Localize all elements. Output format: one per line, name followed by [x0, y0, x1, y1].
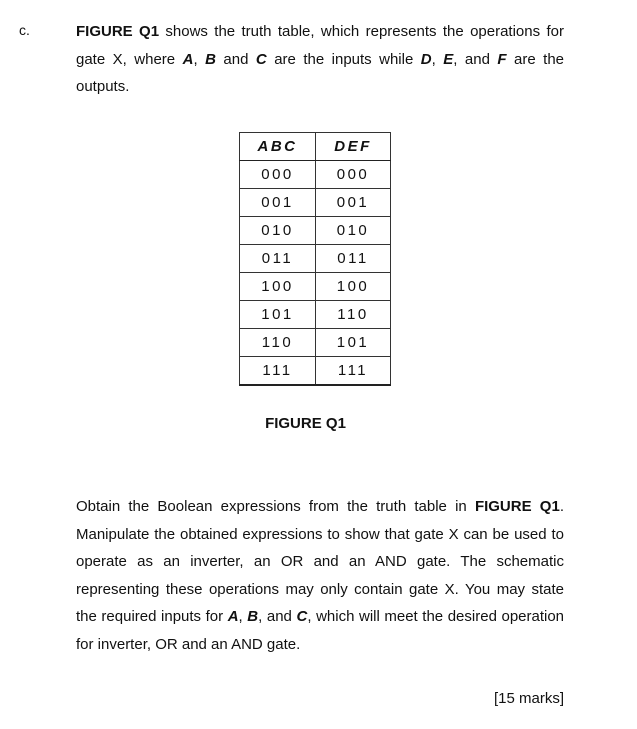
var-e: E — [443, 50, 454, 68]
table-row — [240, 189, 391, 217]
table-cell-outputs: 110 — [316, 301, 391, 329]
table-cell-inputs: 111 — [240, 357, 316, 386]
table-row — [240, 245, 391, 273]
table-row — [240, 273, 391, 301]
table-cell-inputs: 011 — [240, 245, 316, 273]
var-a: A — [182, 50, 194, 68]
table-cell-inputs: 110 — [240, 329, 316, 357]
table-row — [240, 161, 391, 189]
var-a: A — [227, 608, 239, 625]
var-d: D — [420, 50, 432, 68]
table-cell-inputs: 000 — [240, 161, 316, 189]
header-outputs: DEF — [316, 133, 391, 161]
truth-table — [239, 132, 391, 386]
var-f: F — [497, 50, 507, 68]
table-cell-inputs: 101 — [240, 301, 316, 329]
table-cell-outputs: 011 — [316, 245, 391, 273]
question-body-paragraph: Obtain the Boolean expressions from the truth table in FIGURE Q1. Manipulate the obtained expressions to show that gate X can be used to operate as an inverter, an OR and an AND gate. The schematic representing these operations may only contain gate X. You may state the required inputs for A, B, and C, which will meet the desired operation for inverter, OR and an AND gate. — [76, 498, 565, 653]
truth-table-header-row — [240, 133, 391, 161]
table-cell-inputs: 010 — [240, 217, 316, 245]
table-row — [240, 301, 391, 329]
table-cell-outputs: 010 — [316, 217, 391, 245]
var-c: C — [296, 608, 308, 625]
table-cell-outputs: 001 — [316, 189, 391, 217]
table-cell-outputs: 100 — [316, 273, 391, 301]
table-cell-outputs: 000 — [316, 161, 391, 189]
figure-reference: FIGURE Q1 — [76, 23, 160, 40]
table-cell-outputs: 101 — [316, 329, 391, 357]
figure-reference: FIGURE Q1 — [474, 498, 560, 515]
table-row — [240, 217, 391, 245]
table-cell-outputs: 111 — [316, 357, 391, 386]
var-b: B — [247, 608, 259, 625]
figure-caption: FIGURE Q1 — [265, 415, 346, 432]
question-label: c. — [19, 22, 30, 38]
var-c: C — [255, 50, 267, 68]
table-cell-inputs: 100 — [240, 273, 316, 301]
table-row — [240, 357, 391, 386]
marks-label: [15 marks] — [493, 690, 564, 707]
question-intro-paragraph: FIGURE Q1 shows the truth table, which represents the operations for gate X, where A, B and C are the inputs while D, E, and F are the outputs. — [76, 23, 565, 95]
header-inputs: ABC — [240, 133, 316, 161]
table-row — [240, 329, 391, 357]
table-cell-inputs: 001 — [240, 189, 316, 217]
var-b: B — [205, 50, 216, 68]
